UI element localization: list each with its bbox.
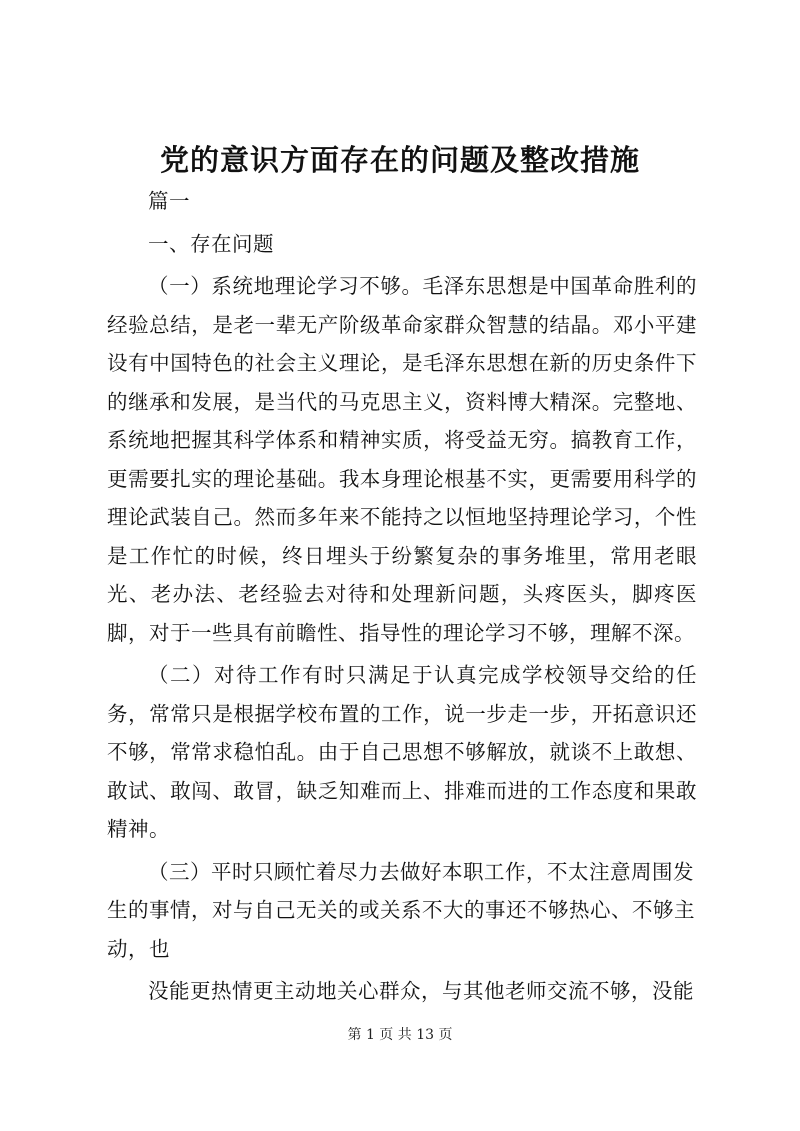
paragraph-1: （一）系统地理论学习不够。毛泽东思想是中国革命胜利的经验总结，是老一辈无产阶级革命家群众智慧的结晶。邓小平建设有中国特色的社会主义理论，是毛泽东思想在新的历史条件下的继承和发展，是当代的马克思主义，资料博大精深。完整地、系统地把握其科学体系和精神实质，将受益无穷。搞教育工作，更需要扎实的理论基础。我本身理论根基不实，更需要用科学的理论武装自己。然而多年来不能持之以恒地坚持理论学习，个性是工作忙的时候，终日埋头于纷繁复杂的事务堆里，常用老眼光、老办法、老经验去对待和处理新问题，头疼医头，脚疼医脚，对于一些具有前瞻性、指导性的理论学习不够，理解不深。	[107, 274, 697, 645]
paragraph-3: （三）平时只顾忙着尽力去做好本职工作，不太注意周围发生的事情，对与自己无关的或关系不大的事还不够热心、不够主动，也	[107, 859, 695, 961]
page-number: 第 1 页 共 13 页	[347, 1027, 453, 1043]
document-title: 党的意识方面存在的问题及整改措施	[159, 143, 640, 177]
paragraph-4: 没能更热情更主动地关心群众，与其他老师交流不够，没能	[148, 979, 694, 1003]
section-label: 篇一	[148, 189, 190, 213]
paragraph-2: （二）对待工作有时只满足于认真完成学校领导交给的任务，常常只是根据学校布置的工作，说一步走一步，开拓意识还不够，常常求稳怕乱。由于自己思想不够解放，就谈不上敢想、敢试、敢闯、敢冒，缺乏知难而上、排难而进的工作态度和果敢精神。	[107, 663, 697, 841]
document-body	[107, 182, 697, 1015]
heading-problems: 一、存在问题	[148, 231, 274, 256]
